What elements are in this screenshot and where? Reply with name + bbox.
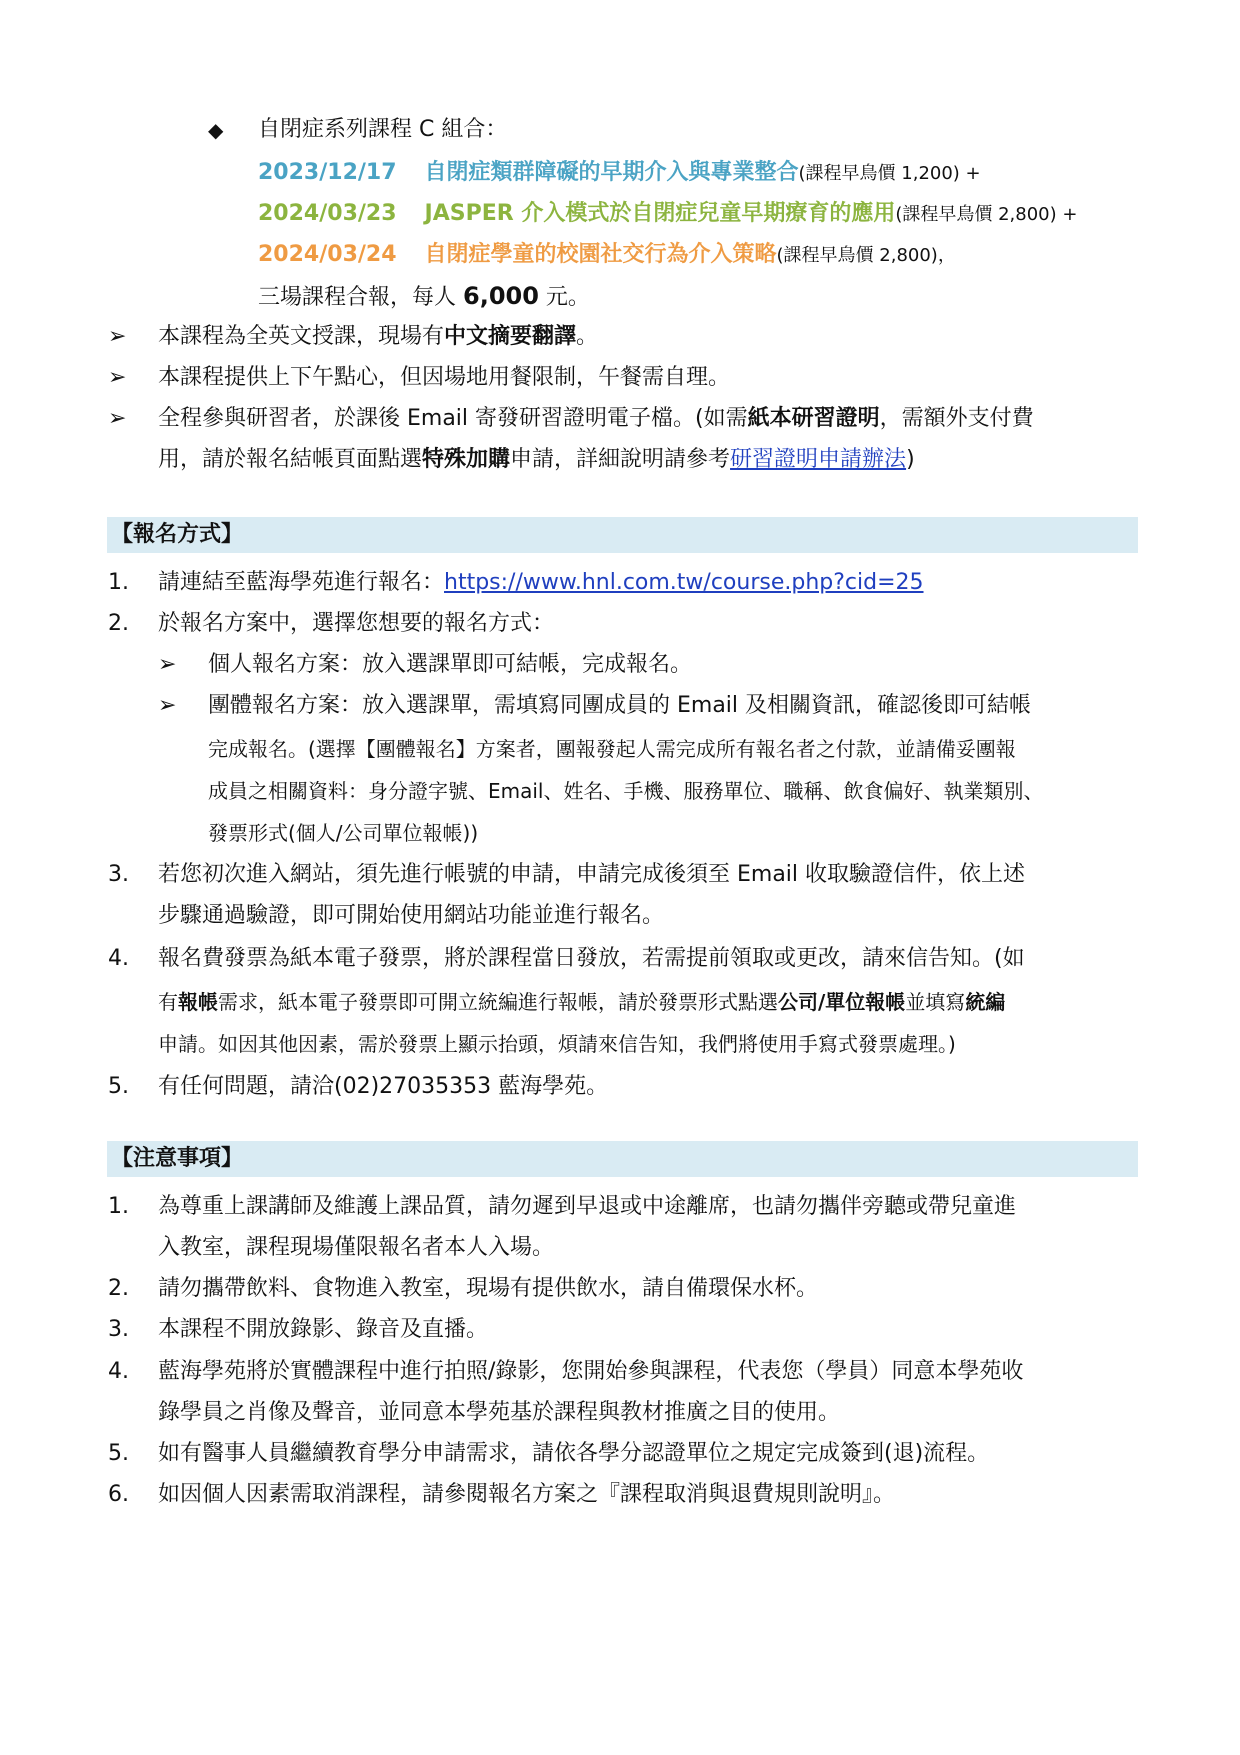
register-item-1-text: 請連結至藍海學苑進行報名： (158, 570, 445, 595)
course-2-price: (課程早鳥價 2,800) + (895, 204, 1078, 225)
list-number: 3. (108, 862, 129, 887)
arrow-bullet-icon: ➢ (108, 406, 127, 431)
notice-item-5: 如有醫事人員繼續教育學分申請需求，請依各學分認證單位之規定完成簽到(退)流程。 (158, 1441, 990, 1466)
section-heading-notice: 【注意事項】 (111, 1146, 244, 1171)
note-translation (158, 320, 598, 354)
register-item-3-line-1: 若您初次進入網站，須先進行帳號的申請，申請完成後須至 Email 收取驗證信件，依上述 (158, 862, 1026, 887)
section-bar-notice (107, 1141, 1138, 1177)
arrow-bullet-icon: ➢ (108, 365, 127, 390)
register-item-3-line-2: 步驟通過驗證，即可開始使用網站功能並進行報名。 (158, 903, 665, 928)
course-1-name: 自閉症類群障礙的早期介入與專業整合 (424, 160, 799, 185)
course-3-name: 自閉症學童的校園社交行為介入策略 (424, 242, 777, 267)
certificate-rules-link[interactable]: 研習證明申請辦法 (730, 447, 907, 472)
register-item-4-line-3: 申請。如因其他因素，需於發票上顯示抬頭，煩請來信告知，我們將使用手寫式發票處理。) (158, 1032, 956, 1056)
register-item-4-line-2 (158, 985, 1005, 1019)
arrow-bullet-icon: ➢ (108, 324, 127, 349)
list-number: 1. (108, 1194, 129, 1219)
list-number: 2. (108, 1276, 129, 1301)
item-4-bold-b: 報帳 (178, 990, 218, 1014)
diamond-bullet-icon: ◆ (208, 118, 224, 142)
course-1-date: 2023/12/17 (258, 160, 397, 185)
item-4-text-e: 並填寫 (905, 990, 966, 1014)
arrow-bullet-icon: ➢ (158, 693, 177, 718)
register-item-4-line-1: 報名費發票為紙本電子發票，將於課程當日發放，若需提前領取或更改，請來信告知。(如 (158, 946, 1025, 971)
notice-item-4-line-1: 藍海學苑將於實體課程中進行拍照/錄影，您開始參與課程，代表您（學員）同意本學苑收 (158, 1359, 1024, 1384)
note-snacks: 本課程提供上下午點心，但因場地用餐限制，午餐需自理。 (158, 365, 731, 390)
combo-total (258, 279, 590, 315)
list-number: 1. (108, 570, 129, 595)
course-2-date: 2024/03/23 (258, 201, 397, 226)
notice-item-2: 請勿攜帶飲料、食物進入教室，現場有提供飲水，請自備環保水杯。 (158, 1276, 819, 1301)
list-number: 3. (108, 1317, 129, 1342)
notice-item-6: 如因個人因素需取消課程，請參閱報名方案之『課程取消與退費規則說明』。 (158, 1482, 896, 1507)
register-item-5: 有任何問題，請洽(02)27035353 藍海學苑。 (158, 1074, 609, 1099)
notice-item-1-line-1: 為尊重上課講師及維護上課品質，請勿遲到早退或中途離席，也請勿攜伴旁聽或帶兒童進 (158, 1194, 1017, 1219)
register-item-1 (158, 566, 924, 600)
notice-item-4-line-2: 錄學員之肖像及聲音，並同意本學苑基於課程與教材推廣之目的使用。 (158, 1400, 841, 1425)
note-1-end: 。 (576, 324, 599, 349)
section-heading-register: 【報名方式】 (111, 522, 244, 547)
item-4-bold-f: 統編 (965, 990, 1006, 1014)
combo-course-2 (258, 197, 1077, 232)
course-3-price: (課程早鳥價 2,800)， (776, 245, 956, 266)
combo-course-3 (258, 238, 956, 273)
notice-item-1-line-2: 入教室，課程現場僅限報名者本人入場。 (158, 1235, 555, 1260)
item-4-text-c: 需求，紙本電子發票即可開立統編進行報帳，請於發票形式點選 (218, 990, 778, 1014)
course-1-price: (課程早鳥價 1,200) + (798, 163, 981, 184)
note-3-tail: ，需額外支付費 (879, 406, 1034, 431)
list-number: 5. (108, 1074, 129, 1099)
list-number: 2. (108, 611, 129, 636)
list-number: 6. (108, 1482, 129, 1507)
register-sub-group-line-3: 成員之相關資料：身分證字號、Email、姓名、手機、服務單位、職稱、飲食偏好、執業類別、 (208, 779, 1044, 803)
arrow-bullet-icon: ➢ (158, 652, 177, 677)
note-1-text: 本課程為全英文授課，現場有 (158, 324, 445, 349)
register-sub-group-line-2: 完成報名。(選擇【團體報名】方案者，團報發起人需完成所有報名者之付款，並請備妥團報 (208, 737, 1016, 761)
total-amount: 6,000 (463, 282, 539, 310)
section-bar-register (107, 517, 1138, 553)
register-sub-group-line-4: 發票形式(個人/公司單位報帳)) (208, 821, 479, 845)
combo-course-1 (258, 156, 981, 191)
note-certificate-line-1 (158, 402, 1034, 436)
total-prefix: 三場課程合報，每人 (258, 285, 463, 310)
note-3-mid: 申請，詳細說明請參考 (510, 447, 731, 472)
list-number: 4. (108, 946, 129, 971)
register-sub-individual: 個人報名方案：放入選課單即可結帳，完成報名。 (208, 652, 693, 677)
combo-c-title: 自閉症系列課程 C 組合： (258, 117, 508, 142)
note-3-bold-2: 特殊加購 (422, 447, 511, 472)
notice-item-3: 本課程不開放錄影、錄音及直播。 (158, 1317, 489, 1342)
note-3-text: 全程參與研習者，於課後 Email 寄發研習證明電子檔。(如需 (158, 406, 748, 431)
note-3-close: ) (906, 447, 915, 472)
course-2-name: JASPER 介入模式於自閉症兒童早期療育的應用 (424, 201, 896, 226)
list-number: 4. (108, 1359, 129, 1384)
item-4-bold-d: 公司/單位報帳 (778, 990, 906, 1014)
note-3-bold: 紙本研習證明 (747, 406, 880, 431)
register-item-2: 於報名方案中，選擇您想要的報名方式： (158, 611, 555, 636)
note-3-text-2: 用，請於報名結帳頁面點選 (158, 447, 423, 472)
total-suffix: 元。 (538, 285, 590, 310)
item-4-text-a: 有 (158, 990, 178, 1014)
register-sub-group-line-1: 團體報名方案：放入選課單，需填寫同團成員的 Email 及相關資訊，確認後即可結帳 (208, 693, 1032, 718)
course-3-date: 2024/03/24 (258, 242, 397, 267)
registration-url-link[interactable]: https://www.hnl.com.tw/course.php?cid=25 (444, 570, 924, 595)
note-certificate-line-2 (158, 443, 915, 477)
list-number: 5. (108, 1441, 129, 1466)
note-1-bold: 中文摘要翻譯 (444, 324, 577, 349)
